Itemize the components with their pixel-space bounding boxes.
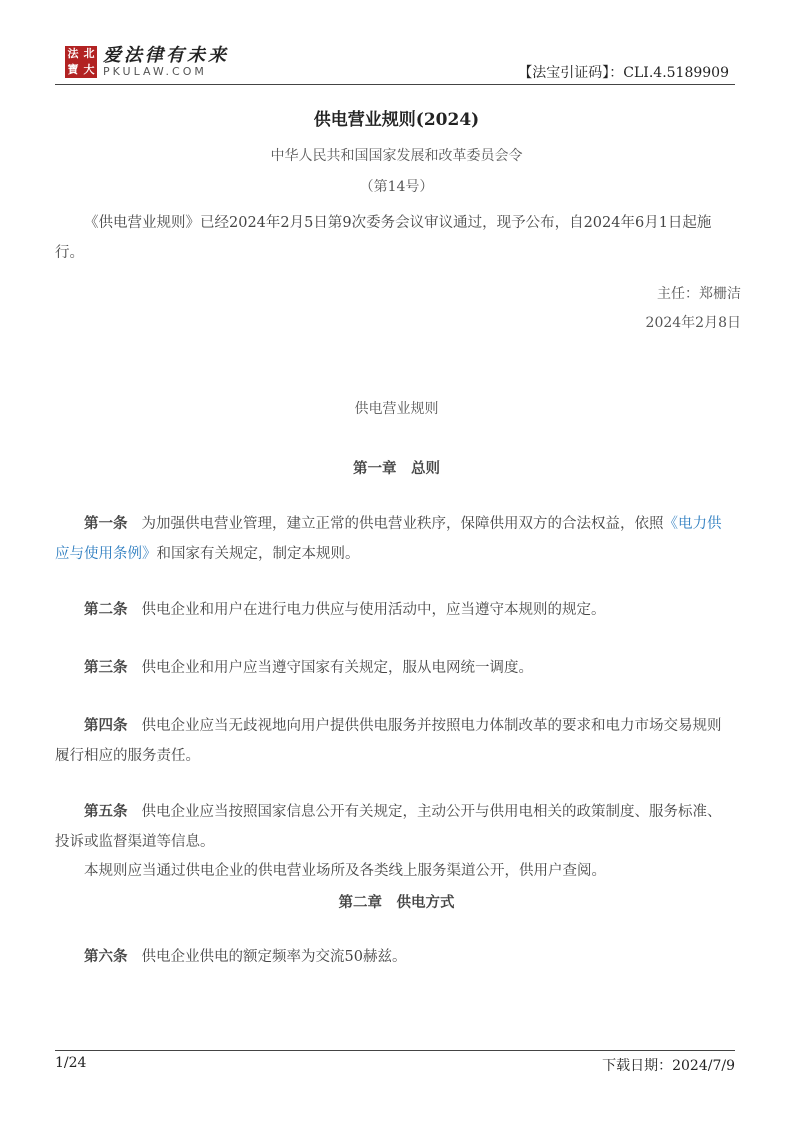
article-text: 供电企业和用户应当遵守国家有关规定，服从电网统一调度。 bbox=[141, 660, 533, 676]
logo-domain: PKULAW.COM bbox=[103, 65, 207, 78]
order-number: （第14号） bbox=[359, 179, 434, 195]
article-3 bbox=[55, 653, 735, 683]
seal-char: 北 bbox=[83, 47, 95, 60]
document-title: 供电营业规则(2024) bbox=[313, 110, 480, 130]
citation-code: 【法宝引证码】：CLI.4.5189909 bbox=[518, 65, 729, 81]
seal-char: 法 bbox=[67, 47, 79, 60]
page-number: 1/24 bbox=[55, 1055, 87, 1071]
article-5-paragraph-2: 本规则应当通过供电企业的供电营业场所及各类线上服务渠道公开，供用户查阅。 bbox=[84, 863, 606, 879]
seal-char: 大 bbox=[83, 63, 95, 76]
chapter-2-heading: 第二章 供电方式 bbox=[338, 894, 455, 911]
article-4 bbox=[55, 711, 735, 771]
logo-slogan: 爱法律有未来 bbox=[103, 45, 229, 66]
regulation-link[interactable]: 《电力供应与使用条例》 bbox=[55, 516, 722, 562]
issuer: 中华人民共和国国家发展和改革委员会令 bbox=[270, 148, 523, 164]
article-number: 第五条 bbox=[84, 803, 128, 820]
article-6 bbox=[55, 942, 735, 972]
signer: 主任：郑栅洁 bbox=[657, 286, 741, 302]
header-divider bbox=[55, 84, 735, 85]
article-text: 供电企业应当按照国家信息公开有关规定，主动公开与供用电相关的政策制度、服务标准、投诉或监督渠道等信息。 bbox=[55, 804, 722, 850]
article-text: 供电企业供电的额定频率为交流50赫兹。 bbox=[141, 949, 407, 965]
article-text: 和国家有关规定，制定本规则。 bbox=[156, 546, 360, 562]
chapter-1-heading: 第一章 总则 bbox=[353, 460, 440, 477]
article-number: 第四条 bbox=[84, 717, 128, 734]
article-number: 第六条 bbox=[84, 948, 128, 965]
body-title: 供电营业规则 bbox=[354, 401, 439, 417]
article-text: 为加强供电营业管理，建立正常的供电营业秩序，保障供用双方的合法权益，依照 bbox=[141, 516, 664, 532]
download-date: 下载日期：2024/7/9 bbox=[602, 1058, 735, 1074]
article-5 bbox=[55, 797, 735, 857]
promulgation-text: 《供电营业规则》已经2024年2月5日第9次委务会议审议通过，现予公布，自2024年6月1日起施行。 bbox=[55, 215, 712, 261]
article-number: 第三条 bbox=[84, 659, 128, 676]
article-text: 供电企业应当无歧视地向用户提供供电服务并按照电力体制改革的要求和电力市场交易规则履行相应的服务责任。 bbox=[55, 718, 722, 764]
article-number: 第二条 bbox=[84, 601, 128, 618]
article-2 bbox=[55, 595, 735, 625]
footer-divider bbox=[55, 1050, 735, 1051]
article-1 bbox=[55, 509, 735, 569]
article-text: 供电企业和用户在进行电力供应与使用活动中，应当遵守本规则的规定。 bbox=[141, 602, 606, 618]
seal-icon bbox=[65, 46, 97, 78]
page-header bbox=[55, 44, 735, 84]
seal-char: 寶 bbox=[67, 63, 79, 76]
sign-date: 2024年2月8日 bbox=[645, 315, 741, 331]
article-number: 第一条 bbox=[84, 515, 128, 532]
pkulaw-logo bbox=[65, 46, 229, 78]
